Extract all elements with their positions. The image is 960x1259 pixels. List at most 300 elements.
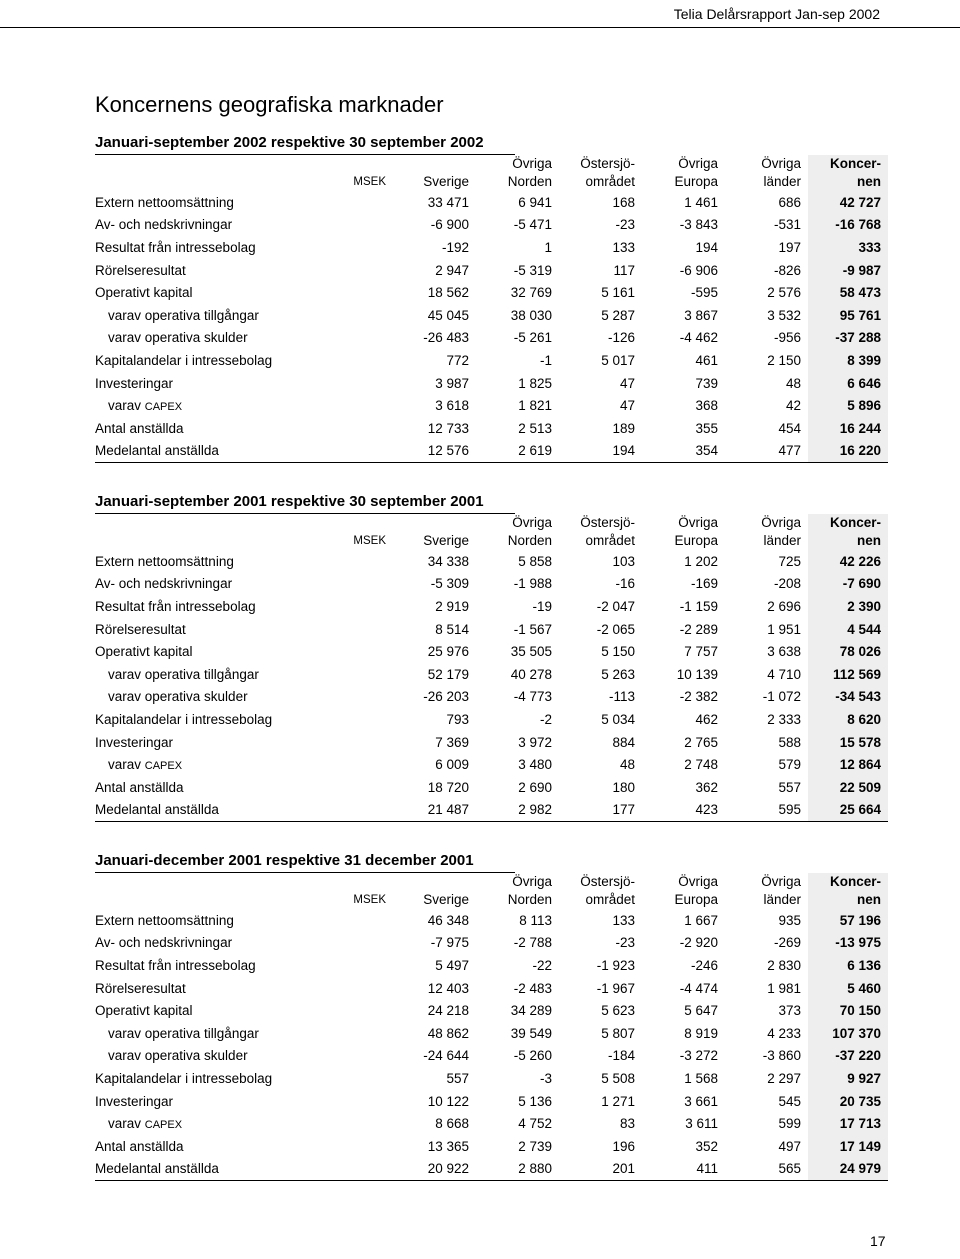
- row-label-text: Extern nettoomsättning: [95, 912, 234, 928]
- value-cell: 197: [778, 239, 801, 255]
- total-cell: 6 136: [808, 954, 888, 977]
- table-row: [95, 1135, 888, 1158]
- value-cell: 793: [446, 711, 469, 727]
- column-header-line2: länder: [763, 533, 801, 548]
- column-header-line1: Östersjö-: [580, 156, 635, 171]
- value-cell: 545: [778, 1093, 801, 1109]
- value-cell: 133: [612, 239, 635, 255]
- row-label-text: Medelantal anställda: [95, 443, 219, 459]
- column-header-line1: Övriga: [678, 874, 718, 889]
- table-row: [95, 753, 888, 776]
- value-cell: -23: [615, 217, 635, 233]
- value-cell: 201: [559, 1158, 642, 1181]
- value-cell: -16: [615, 576, 635, 592]
- value-cell: -826: [773, 262, 801, 278]
- row-label: [95, 595, 393, 618]
- table-row: [95, 932, 888, 955]
- row-label: [95, 932, 393, 955]
- header-blank: [95, 155, 393, 173]
- value-cell: 352: [695, 1138, 718, 1154]
- value-cell: 35 505: [510, 644, 552, 660]
- value-cell: 48: [785, 375, 801, 391]
- table-row: [95, 573, 888, 596]
- value-cell: 3 987: [435, 375, 469, 391]
- value-cell: -595: [690, 285, 718, 301]
- value-cell: 557: [778, 779, 801, 795]
- value-cell: 5 034: [601, 711, 635, 727]
- column-header-line2: Europa: [674, 174, 718, 189]
- row-label-text: varav operativa skulder: [108, 689, 248, 705]
- row-label: [95, 191, 393, 214]
- value-cell: 52 179: [427, 666, 469, 682]
- row-label: [95, 372, 393, 395]
- total-cell: 2 390: [808, 595, 888, 618]
- value-cell: -2 382: [679, 689, 718, 705]
- total-cell: 16 244: [808, 417, 888, 440]
- value-cell: 739: [695, 375, 718, 391]
- value-cell: 5 858: [518, 553, 552, 569]
- row-label: [95, 327, 393, 350]
- value-cell: 13 365: [427, 1138, 469, 1154]
- value-cell: 3 532: [767, 307, 801, 323]
- value-cell: 2 696: [767, 598, 801, 614]
- table-row: [95, 372, 888, 395]
- row-label-text: Extern nettoomsättning: [95, 194, 234, 210]
- value-cell: 25 976: [427, 644, 469, 660]
- row-label: [95, 686, 393, 709]
- value-cell: 194: [559, 440, 642, 463]
- value-cell: 40 278: [510, 666, 552, 682]
- row-label: [95, 281, 393, 304]
- value-cell: 83: [619, 1116, 635, 1132]
- row-label: [95, 349, 393, 372]
- value-cell: 3 638: [767, 644, 801, 660]
- value-cell: 725: [778, 553, 801, 569]
- table-row: [95, 327, 888, 350]
- total-cell: 15 578: [808, 731, 888, 754]
- row-label: [95, 440, 393, 463]
- market-table: [95, 155, 888, 463]
- column-header-line2: området: [585, 533, 635, 548]
- row-label-text: Antal anställda: [95, 779, 184, 795]
- value-cell: -5 471: [513, 217, 552, 233]
- total-cell: -34 543: [808, 686, 888, 709]
- value-cell: -5 261: [513, 330, 552, 346]
- column-header-line1: Övriga: [761, 874, 801, 889]
- value-cell: 5 623: [601, 1003, 635, 1019]
- row-label-text: Medelantal anställda: [95, 1161, 219, 1177]
- column-header-line2: nen: [808, 891, 888, 909]
- value-cell: 772: [446, 352, 469, 368]
- market-table: [95, 873, 888, 1181]
- row-label-text: varav: [108, 757, 142, 773]
- unit-label: MSEK: [353, 176, 386, 188]
- value-cell: 5 263: [601, 666, 635, 682]
- value-cell: 2 739: [518, 1138, 552, 1154]
- row-label-text: Rörelseresultat: [95, 621, 186, 637]
- value-cell: 5 150: [601, 644, 635, 660]
- value-cell: 12 733: [427, 420, 469, 436]
- column-header-line2: Sverige: [423, 533, 469, 548]
- value-cell: -5 319: [513, 262, 552, 278]
- table-row: [95, 259, 888, 282]
- value-cell: 4 710: [767, 666, 801, 682]
- row-label-suffix: CAPEX: [144, 401, 183, 414]
- value-cell: 5 497: [435, 957, 469, 973]
- value-cell: 5 161: [601, 285, 635, 301]
- total-cell: -13 975: [808, 932, 888, 955]
- value-cell: 34 338: [427, 553, 469, 569]
- value-cell: 47: [619, 375, 635, 391]
- total-cell: 4 544: [808, 618, 888, 641]
- column-header-line2: länder: [763, 174, 801, 189]
- value-cell: -3 860: [762, 1048, 801, 1064]
- value-cell: 2 748: [684, 757, 718, 773]
- value-cell: 8 919: [684, 1025, 718, 1041]
- value-cell: 6 009: [435, 757, 469, 773]
- column-header-line1: Övriga: [512, 515, 552, 530]
- total-cell: 9 927: [808, 1067, 888, 1090]
- column-header-line2: nen: [808, 173, 888, 191]
- value-cell: 180: [612, 779, 635, 795]
- value-cell: 177: [559, 799, 642, 822]
- market-table: [95, 514, 888, 822]
- row-label-suffix: CAPEX: [144, 1119, 183, 1132]
- value-cell: -6 900: [430, 217, 469, 233]
- row-label: [95, 977, 393, 1000]
- table-row: [95, 595, 888, 618]
- section-jan-dec-2001: [95, 850, 888, 1181]
- table-row: [95, 1158, 888, 1181]
- row-label-text: Extern nettoomsättning: [95, 553, 234, 569]
- section-title: Januari-september 2001 respektive 30 september 2001: [95, 491, 515, 514]
- column-header-line1: Övriga: [512, 156, 552, 171]
- total-cell: -37 288: [808, 327, 888, 350]
- value-cell: 1 461: [684, 194, 718, 210]
- total-cell: 22 509: [808, 776, 888, 799]
- row-label-text: varav operativa skulder: [108, 330, 248, 346]
- column-header-line2: Norden: [507, 174, 552, 189]
- table-row: [95, 708, 888, 731]
- value-cell: 3 867: [684, 307, 718, 323]
- total-cell: 8 399: [808, 349, 888, 372]
- value-cell: 7 369: [435, 734, 469, 750]
- row-label-text: Rörelseresultat: [95, 262, 186, 278]
- section-jan-sep-2002: [95, 132, 888, 463]
- row-label: [95, 753, 393, 776]
- row-label: [95, 214, 393, 237]
- table-row: [95, 686, 888, 709]
- value-cell: 8 113: [519, 912, 552, 928]
- column-header-line2: Norden: [507, 892, 552, 907]
- page-number: 17: [870, 1233, 886, 1249]
- unit-label: MSEK: [353, 535, 386, 547]
- value-cell: -1 988: [513, 576, 552, 592]
- column-header-line1: Östersjö-: [580, 515, 635, 530]
- value-cell: 2 576: [767, 285, 801, 301]
- report-header: Telia Delårsrapport Jan-sep 2002: [673, 6, 880, 22]
- row-label: [95, 708, 393, 731]
- table-row: [95, 349, 888, 372]
- value-cell: -6 906: [679, 262, 718, 278]
- row-label-text: varav operativa tillgångar: [108, 307, 259, 323]
- value-cell: 20 922: [393, 1158, 476, 1181]
- total-cell: -9 987: [808, 259, 888, 282]
- value-cell: 423: [642, 799, 725, 822]
- row-label-text: Investeringar: [95, 734, 174, 750]
- value-cell: 1 202: [684, 553, 718, 569]
- page-title: Koncernens geografiska marknader: [95, 92, 444, 117]
- column-header-line1: Koncer-: [808, 873, 888, 891]
- table-row: [95, 417, 888, 440]
- value-cell: 2 150: [767, 352, 801, 368]
- value-cell: -2 483: [513, 980, 552, 996]
- value-cell: -2 920: [679, 935, 718, 951]
- value-cell: 42: [785, 398, 801, 414]
- total-cell: 107 370: [808, 1022, 888, 1045]
- row-label-text: Av- och nedskrivningar: [95, 217, 233, 233]
- table-row: [95, 440, 888, 463]
- column-header-line1: [393, 873, 476, 891]
- column-header-line1: Koncer-: [808, 514, 888, 532]
- value-cell: -192: [441, 239, 469, 255]
- column-header-line2: området: [585, 892, 635, 907]
- table-row: [95, 304, 888, 327]
- table-row: [95, 550, 888, 573]
- value-cell: 3 972: [518, 734, 552, 750]
- total-cell: 17 149: [808, 1135, 888, 1158]
- value-cell: 47: [619, 398, 635, 414]
- row-label: [95, 663, 393, 686]
- value-cell: 462: [695, 711, 718, 727]
- header-blank: [95, 514, 393, 532]
- value-cell: -1: [539, 352, 552, 368]
- value-cell: -5 260: [513, 1048, 552, 1064]
- value-cell: -23: [615, 935, 635, 951]
- row-label-text: Kapitalandelar i intressebolag: [95, 352, 273, 368]
- value-cell: 2 947: [435, 262, 469, 278]
- value-cell: 103: [612, 553, 635, 569]
- row-label-text: varav: [108, 398, 142, 414]
- row-label: [95, 1112, 393, 1135]
- value-cell: -4 773: [513, 689, 552, 705]
- column-header-line2: nen: [808, 532, 888, 550]
- value-cell: 5 647: [684, 1003, 718, 1019]
- value-cell: 5 807: [601, 1025, 635, 1041]
- unit-label: MSEK: [353, 894, 386, 906]
- value-cell: 2 830: [767, 957, 801, 973]
- value-cell: -3: [539, 1070, 552, 1086]
- column-header-line2: Sverige: [423, 174, 469, 189]
- column-header-line1: Övriga: [678, 156, 718, 171]
- value-cell: 10 122: [427, 1093, 469, 1109]
- value-cell: 48 862: [427, 1025, 469, 1041]
- table-row: [95, 909, 888, 932]
- value-cell: 48: [619, 757, 635, 773]
- value-cell: -19: [532, 598, 552, 614]
- column-header-line1: Östersjö-: [580, 874, 635, 889]
- table-row: [95, 663, 888, 686]
- row-label-text: Kapitalandelar i intressebolag: [95, 1070, 273, 1086]
- column-header-line1: Övriga: [512, 874, 552, 889]
- column-header-line2: länder: [763, 892, 801, 907]
- value-cell: 21 487: [393, 799, 476, 822]
- value-cell: 454: [778, 420, 801, 436]
- value-cell: -5 309: [430, 576, 469, 592]
- row-label: [95, 236, 393, 259]
- row-label: [95, 1045, 393, 1068]
- total-cell: 42 226: [808, 550, 888, 573]
- value-cell: -3 272: [679, 1048, 718, 1064]
- row-label-text: varav: [108, 1116, 142, 1132]
- column-header-line1: [393, 155, 476, 173]
- value-cell: -246: [690, 957, 718, 973]
- total-cell: 112 569: [808, 663, 888, 686]
- value-cell: -169: [690, 576, 718, 592]
- value-cell: 18 562: [427, 285, 469, 301]
- value-cell: 884: [612, 734, 635, 750]
- total-cell: -7 690: [808, 573, 888, 596]
- value-cell: 194: [695, 239, 718, 255]
- row-label-text: Av- och nedskrivningar: [95, 576, 233, 592]
- table-row: [95, 214, 888, 237]
- value-cell: 3 661: [684, 1093, 718, 1109]
- value-cell: 12 576: [393, 440, 476, 463]
- value-cell: -24 644: [423, 1048, 469, 1064]
- row-label-text: Investeringar: [95, 375, 174, 391]
- value-cell: 595: [725, 799, 808, 822]
- value-cell: 3 480: [518, 757, 552, 773]
- value-cell: -113: [608, 689, 635, 705]
- value-cell: 32 769: [510, 285, 552, 301]
- row-label-text: Rörelseresultat: [95, 980, 186, 996]
- value-cell: -26 483: [423, 330, 469, 346]
- value-cell: -22: [532, 957, 552, 973]
- value-cell: 579: [778, 757, 801, 773]
- table-row: [95, 281, 888, 304]
- total-cell: 12 864: [808, 753, 888, 776]
- total-cell: 58 473: [808, 281, 888, 304]
- row-label-text: Operativt kapital: [95, 644, 193, 660]
- table-row: [95, 640, 888, 663]
- value-cell: 2 690: [518, 779, 552, 795]
- row-label: [95, 731, 393, 754]
- value-cell: 133: [612, 912, 635, 928]
- row-label-text: Resultat från intressebolag: [95, 957, 256, 973]
- column-header-line2: Norden: [507, 533, 552, 548]
- row-label-text: Resultat från intressebolag: [95, 239, 256, 255]
- total-cell: 42 727: [808, 191, 888, 214]
- value-cell: 354: [642, 440, 725, 463]
- column-header-line1: Övriga: [761, 515, 801, 530]
- row-label: [95, 909, 393, 932]
- value-cell: -4 474: [679, 980, 718, 996]
- value-cell: 2 765: [684, 734, 718, 750]
- row-label: [95, 1022, 393, 1045]
- table-row: [95, 1067, 888, 1090]
- value-cell: 10 139: [676, 666, 718, 682]
- table-row: [95, 191, 888, 214]
- value-cell: 477: [725, 440, 808, 463]
- value-cell: -1 072: [762, 689, 801, 705]
- value-cell: -184: [607, 1048, 635, 1064]
- value-cell: 2 919: [435, 598, 469, 614]
- row-label: [95, 999, 393, 1022]
- total-cell: 78 026: [808, 640, 888, 663]
- value-cell: -7 975: [430, 935, 469, 951]
- value-cell: -1 923: [596, 957, 635, 973]
- row-label-text: Kapitalandelar i intressebolag: [95, 711, 273, 727]
- row-label: [95, 640, 393, 663]
- value-cell: 5 136: [518, 1093, 552, 1109]
- row-label: [95, 799, 393, 822]
- row-label-text: Resultat från intressebolag: [95, 598, 256, 614]
- value-cell: 2 982: [476, 799, 559, 822]
- value-cell: 497: [778, 1138, 801, 1154]
- value-cell: -1 967: [596, 980, 635, 996]
- table-row: [95, 977, 888, 1000]
- value-cell: 8 668: [435, 1116, 469, 1132]
- row-label-text: Medelantal anställda: [95, 802, 219, 818]
- value-cell: -2 289: [679, 621, 718, 637]
- row-label: [95, 417, 393, 440]
- total-cell: 6 646: [808, 372, 888, 395]
- value-cell: -208: [773, 576, 801, 592]
- value-cell: -2 047: [596, 598, 635, 614]
- row-label: [95, 618, 393, 641]
- row-label-text: varav operativa tillgångar: [108, 1025, 259, 1041]
- row-label: [95, 1067, 393, 1090]
- column-header-line1: [393, 514, 476, 532]
- value-cell: 1 825: [518, 375, 552, 391]
- row-label: [95, 259, 393, 282]
- value-cell: 557: [446, 1070, 469, 1086]
- value-cell: 196: [612, 1138, 635, 1154]
- section-title: Januari-september 2002 respektive 30 september 2002: [95, 132, 515, 155]
- table-row: [95, 1112, 888, 1135]
- column-header-line2: Sverige: [423, 892, 469, 907]
- table-row: [95, 1090, 888, 1113]
- row-label-text: Antal anställda: [95, 420, 184, 436]
- value-cell: 3 618: [435, 398, 469, 414]
- value-cell: 1: [544, 239, 552, 255]
- row-label: [95, 394, 393, 417]
- total-cell: 5 460: [808, 977, 888, 1000]
- value-cell: 935: [778, 912, 801, 928]
- value-cell: 33 471: [427, 194, 469, 210]
- row-label-text: Antal anställda: [95, 1138, 184, 1154]
- value-cell: 686: [778, 194, 801, 210]
- table-row: [95, 776, 888, 799]
- value-cell: 1 667: [684, 912, 718, 928]
- value-cell: 12 403: [427, 980, 469, 996]
- table-row: [95, 394, 888, 417]
- row-label: [95, 1158, 393, 1181]
- value-cell: 2 333: [767, 711, 801, 727]
- value-cell: -531: [773, 217, 801, 233]
- value-cell: 1 568: [684, 1070, 718, 1086]
- row-label: [95, 1135, 393, 1158]
- value-cell: 4 233: [767, 1025, 801, 1041]
- table-row: [95, 954, 888, 977]
- section-jan-sep-2001: [95, 491, 888, 822]
- total-cell: 25 664: [808, 799, 888, 822]
- table-row: [95, 1045, 888, 1068]
- total-cell: 16 220: [808, 440, 888, 463]
- value-cell: 373: [778, 1003, 801, 1019]
- total-cell: 20 735: [808, 1090, 888, 1113]
- row-label: [95, 776, 393, 799]
